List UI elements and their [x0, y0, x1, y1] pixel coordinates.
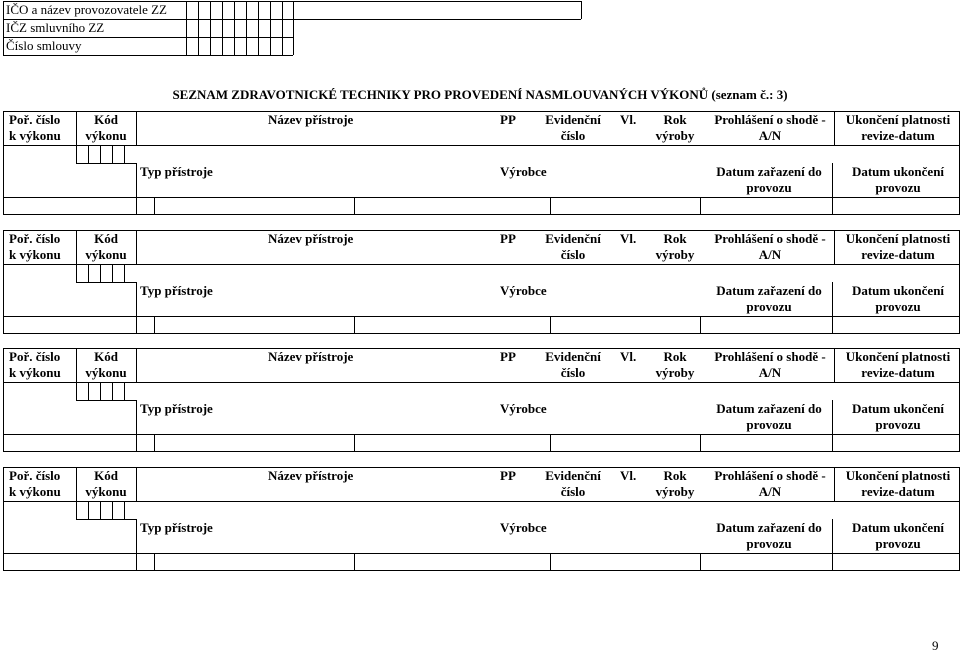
ukon-label-2: revize-datum	[861, 247, 935, 262]
prohl-label-1: Prohlášení o shodě -	[714, 468, 826, 483]
prohl-label-1: Prohlášení o shodě -	[714, 231, 826, 246]
contract-label: Číslo smlouvy	[6, 38, 82, 53]
ukon-label-2: revize-datum	[861, 365, 935, 380]
rok-label-1: Rok	[663, 349, 687, 364]
por-cislo-label-1: Poř. číslo	[9, 231, 61, 246]
pp-label: PP	[500, 231, 516, 246]
prohl-label-1: Prohlášení o shodě -	[714, 349, 826, 364]
kod-label-2: výkonu	[85, 128, 127, 143]
pp-label: PP	[500, 349, 516, 364]
pp-label: PP	[500, 112, 516, 127]
ukonceni-label-1: Datum ukončení	[851, 283, 945, 298]
ukon-label-2: revize-datum	[861, 484, 935, 499]
prohl-label-1: Prohlášení o shodě -	[714, 112, 826, 127]
evid-label-1: Evidenční	[545, 112, 601, 127]
nazev-label: Název přístroje	[268, 349, 354, 364]
evid-label-2: číslo	[560, 484, 586, 499]
nazev-label: Název přístroje	[268, 468, 354, 483]
por-cislo-label-2: k výkonu	[9, 365, 61, 380]
kod-label-2: výkonu	[85, 365, 127, 380]
ukonceni-label-1: Datum ukončení	[851, 520, 945, 535]
ukon-label-1: Ukončení platnosti	[845, 231, 951, 246]
page-title: SEZNAM ZDRAVOTNICKÉ TECHNIKY PRO PROVEDENÍ NASMLOUVANÝCH VÝKONŮ (seznam č.: 3)	[172, 87, 788, 102]
typ-label: Typ přístroje	[140, 283, 213, 298]
page-number: 9	[932, 638, 939, 653]
ukonceni-label-2: provozu	[875, 299, 921, 314]
typ-label: Typ přístroje	[140, 164, 213, 179]
evid-label-1: Evidenční	[545, 349, 601, 364]
typ-label: Typ přístroje	[140, 401, 213, 416]
rok-label-2: výroby	[655, 484, 695, 499]
ico-label: IČO a název provozovatele ZZ	[6, 2, 167, 17]
vl-label: Vl.	[620, 468, 637, 483]
zarazeni-label-1: Datum zařazení do	[716, 520, 822, 535]
ukonceni-label-1: Datum ukončení	[851, 401, 945, 416]
vyrobce-label: Výrobce	[500, 283, 547, 298]
vl-label: Vl.	[620, 231, 637, 246]
rok-label-1: Rok	[663, 468, 687, 483]
zarazeni-label-2: provozu	[746, 417, 792, 432]
ukon-label-1: Ukončení platnosti	[845, 112, 951, 127]
vyrobce-label: Výrobce	[500, 401, 547, 416]
vyrobce-label: Výrobce	[500, 520, 547, 535]
zarazeni-label-1: Datum zařazení do	[716, 401, 822, 416]
zarazeni-label-2: provozu	[746, 180, 792, 195]
evid-label-2: číslo	[560, 128, 586, 143]
nazev-label: Název přístroje	[268, 112, 354, 127]
rok-label-2: výroby	[655, 247, 695, 262]
ukonceni-label-1: Datum ukončení	[851, 164, 945, 179]
por-cislo-label-1: Poř. číslo	[9, 468, 61, 483]
por-cislo-label-1: Poř. číslo	[9, 112, 61, 127]
evid-label-2: číslo	[560, 365, 586, 380]
vl-label: Vl.	[620, 112, 637, 127]
ukonceni-label-2: provozu	[875, 417, 921, 432]
nazev-label: Název přístroje	[268, 231, 354, 246]
rok-label-2: výroby	[655, 365, 695, 380]
prohl-label-2: A/N	[758, 128, 782, 143]
kod-label-2: výkonu	[85, 484, 127, 499]
prohl-label-2: A/N	[758, 484, 782, 499]
por-cislo-label-2: k výkonu	[9, 128, 61, 143]
ukon-label-1: Ukončení platnosti	[845, 349, 951, 364]
icz-label: IČZ smluvního ZZ	[6, 20, 105, 35]
typ-label: Typ přístroje	[140, 520, 213, 535]
evid-label-1: Evidenční	[545, 468, 601, 483]
pp-label: PP	[500, 468, 516, 483]
kod-label-1: Kód	[94, 349, 118, 364]
evid-label-2: číslo	[560, 247, 586, 262]
zarazeni-label-2: provozu	[746, 536, 792, 551]
zarazeni-label-1: Datum zařazení do	[716, 283, 822, 298]
vyrobce-label: Výrobce	[500, 164, 547, 179]
kod-label-2: výkonu	[85, 247, 127, 262]
rok-label-1: Rok	[663, 231, 687, 246]
prohl-label-2: A/N	[758, 247, 782, 262]
kod-label-1: Kód	[94, 112, 118, 127]
rok-label-2: výroby	[655, 128, 695, 143]
zarazeni-label-2: provozu	[746, 299, 792, 314]
rok-label-1: Rok	[663, 112, 687, 127]
por-cislo-label-2: k výkonu	[9, 484, 61, 499]
ukon-label-2: revize-datum	[861, 128, 935, 143]
ukonceni-label-2: provozu	[875, 536, 921, 551]
ukonceni-label-2: provozu	[875, 180, 921, 195]
kod-label-1: Kód	[94, 468, 118, 483]
evid-label-1: Evidenční	[545, 231, 601, 246]
zarazeni-label-1: Datum zařazení do	[716, 164, 822, 179]
por-cislo-label-1: Poř. číslo	[9, 349, 61, 364]
vl-label: Vl.	[620, 349, 637, 364]
ukon-label-1: Ukončení platnosti	[845, 468, 951, 483]
por-cislo-label-2: k výkonu	[9, 247, 61, 262]
prohl-label-2: A/N	[758, 365, 782, 380]
kod-label-1: Kód	[94, 231, 118, 246]
